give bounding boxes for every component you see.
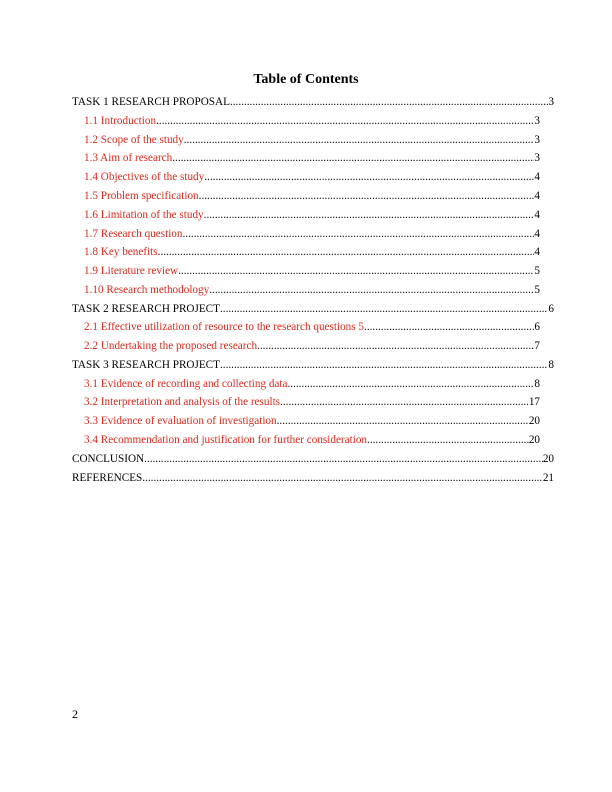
toc-entry-1-7[interactable] xyxy=(84,227,540,242)
toc-entry-page: 4 xyxy=(534,228,540,240)
toc-entry-conclusion[interactable] xyxy=(72,452,554,467)
toc-entry-3-1[interactable] xyxy=(84,377,540,392)
toc-entry-label: 2.2 Undertaking the proposed research xyxy=(84,340,258,352)
toc-entry-label: 3.3 Evidence of evaluation of investigation xyxy=(84,415,277,427)
toc-entry-label: 1.6 Limitation of the study xyxy=(84,209,204,221)
toc-entry-task3[interactable] xyxy=(72,358,554,373)
toc-entry-label: 1.7 Research question xyxy=(84,228,183,240)
toc-leader-dots xyxy=(280,395,529,410)
toc-entry-label: 1.10 Research methodology xyxy=(84,284,210,296)
toc-entry-3-2[interactable] xyxy=(84,395,540,410)
toc-entry-label: 1.1 Introduction xyxy=(84,115,157,127)
toc-entry-1-4[interactable] xyxy=(84,170,540,185)
toc-leader-dots xyxy=(220,302,548,317)
toc-entry-page: 4 xyxy=(534,171,540,183)
toc-entry-label: 3.1 Evidence of recording and collecting data xyxy=(84,378,288,390)
toc-leader-dots xyxy=(364,320,534,335)
toc-leader-dots xyxy=(183,227,535,242)
toc-entry-page: 20 xyxy=(542,453,554,465)
toc-entry-1-8[interactable] xyxy=(84,245,540,260)
toc-entry-label: 1.2 Scope of the study xyxy=(84,134,184,146)
toc-entry-page: 6 xyxy=(548,303,554,315)
toc-leader-dots xyxy=(257,339,534,354)
toc-leader-dots xyxy=(287,377,534,392)
toc-entry-label: TASK 1 RESEARCH PROPOSAL xyxy=(72,96,230,108)
toc-entry-page: 3 xyxy=(534,152,540,164)
toc-entry-2-1[interactable] xyxy=(84,320,540,335)
toc-entry-page: 21 xyxy=(542,472,554,484)
toc-entry-1-9[interactable] xyxy=(84,264,540,279)
toc-entry-page: 5 xyxy=(534,265,540,277)
toc-entry-label: TASK 2 RESEARCH PROJECT xyxy=(72,303,220,315)
toc-entry-label: 1.9 Literature review xyxy=(84,265,179,277)
toc-entry-label: TASK 3 RESEARCH PROJECT xyxy=(72,359,220,371)
toc-entry-page: 3 xyxy=(534,134,540,146)
toc-entry-label: 1.5 Problem specification xyxy=(84,190,199,202)
toc-entry-references[interactable] xyxy=(72,471,554,486)
toc-leader-dots xyxy=(156,114,534,129)
toc-leader-dots xyxy=(220,358,548,373)
toc-leader-dots xyxy=(367,433,529,448)
toc-entry-label: 1.4 Objectives of the study xyxy=(84,171,205,183)
toc-leader-dots xyxy=(204,208,535,223)
toc-leader-dots xyxy=(144,452,543,467)
toc-entry-page: 4 xyxy=(534,246,540,258)
toc-entry-1-3[interactable] xyxy=(84,151,540,166)
toc-entry-page: 5 xyxy=(534,284,540,296)
toc-entry-1-1[interactable] xyxy=(84,114,540,129)
toc-entry-task1[interactable] xyxy=(72,95,554,110)
toc-entry-label: 3.2 Interpretation and analysis of the results xyxy=(84,396,281,408)
toc-leader-dots xyxy=(209,283,534,298)
toc-entry-label: CONCLUSION xyxy=(72,453,145,465)
toc-entry-1-10[interactable] xyxy=(84,283,540,298)
toc-entry-label: 2.1 Effective utilization of resource to the research questions 5 xyxy=(84,321,365,333)
toc-entry-page: 3 xyxy=(534,115,540,127)
toc-entry-2-2[interactable] xyxy=(84,339,540,354)
toc-entry-label: 1.8 Key benefits xyxy=(84,246,158,258)
toc-entry-1-6[interactable] xyxy=(84,208,540,223)
toc-entry-label: REFERENCES xyxy=(72,472,143,484)
toc-entry-label: 3.4 Recommendation and justification for further consideration xyxy=(84,434,368,446)
toc-leader-dots xyxy=(172,151,534,166)
toc-entry-page: 8 xyxy=(548,359,554,371)
toc-leader-dots xyxy=(142,471,543,486)
toc-entry-page: 20 xyxy=(528,415,540,427)
toc-title: Table of Contents xyxy=(253,72,359,87)
toc-leader-dots xyxy=(184,133,535,148)
toc-entry-page: 7 xyxy=(534,340,540,352)
toc-leader-dots xyxy=(158,245,535,260)
toc-leader-dots xyxy=(178,264,534,279)
toc-leader-dots xyxy=(199,189,535,204)
toc-entry-page: 6 xyxy=(534,321,540,333)
toc-entry-3-4[interactable] xyxy=(84,433,540,448)
toc-leader-dots xyxy=(204,170,534,185)
page-number: 2 xyxy=(72,707,78,721)
toc-leader-dots xyxy=(277,414,529,429)
toc-entry-page: 20 xyxy=(528,434,540,446)
toc-entry-page: 4 xyxy=(534,209,540,221)
toc-entry-page: 17 xyxy=(528,396,540,408)
toc-entry-task2[interactable] xyxy=(72,302,554,317)
toc-entry-1-5[interactable] xyxy=(84,189,540,204)
toc-entry-page: 8 xyxy=(534,378,540,390)
toc-entry-3-3[interactable] xyxy=(84,414,540,429)
toc-entry-page: 4 xyxy=(534,190,540,202)
toc-entry-label: 1.3 Aim of research xyxy=(84,152,173,164)
toc-entry-1-2[interactable] xyxy=(84,133,540,148)
toc-entry-page: 3 xyxy=(548,96,554,108)
toc-leader-dots xyxy=(230,95,548,110)
